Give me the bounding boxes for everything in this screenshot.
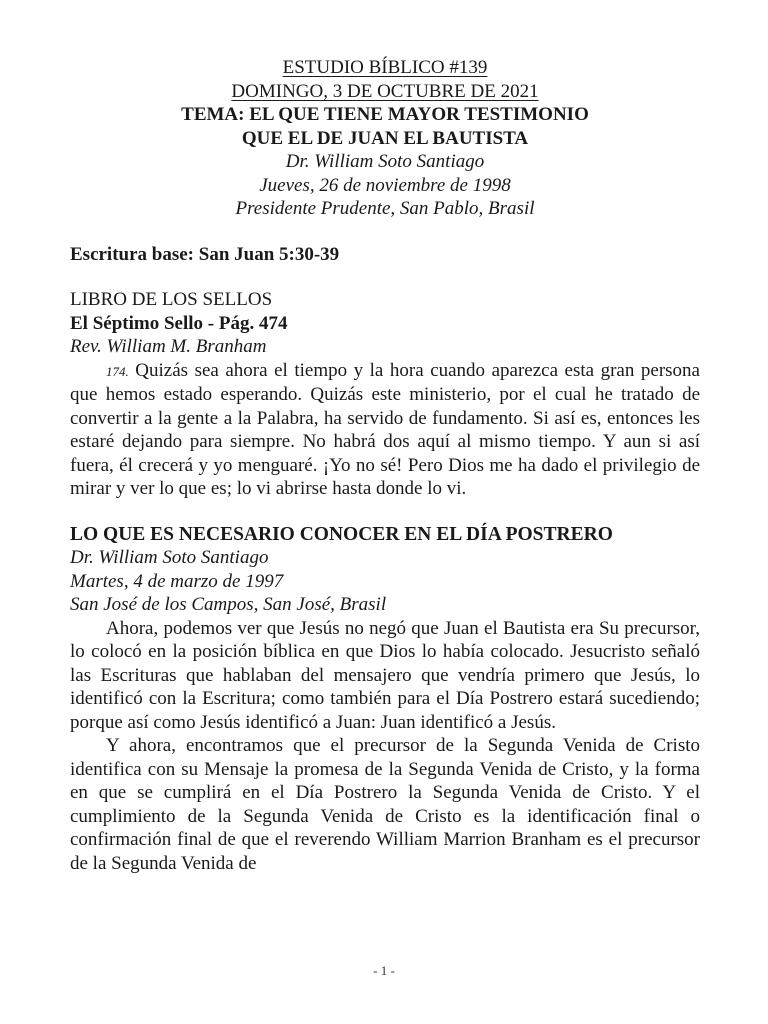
section-last-day-date: Martes, 4 de marzo de 1997 xyxy=(70,570,284,592)
page-number: - 1 - xyxy=(373,963,395,978)
theme-line-1: TEMA: EL QUE TIENE MAYOR TESTIMONIO xyxy=(181,104,589,125)
quote-paragraph xyxy=(70,359,700,501)
section-seals-title: LIBRO DE LOS SELLOS xyxy=(70,289,273,310)
theme-line-2: QUE EL DE JUAN EL BAUTISTA xyxy=(241,127,529,149)
study-date: DOMINGO, 3 DE OCTUBRE DE 2021 xyxy=(231,80,539,102)
document-page xyxy=(70,56,700,875)
section-last-day-location: San José de los Campos, San José, Brasil xyxy=(70,594,387,615)
section-seals xyxy=(70,288,700,501)
body-paragraph-1: Ahora, podemos ver que Jesús no negó que Juan el Bautista era Su precursor, lo colocó en la posición bíblica en que Dios lo había colocado. Jesucristo señaló las Escrituras que hablaban del mensajero que vendría primero que Jesús, lo identificó con la Escritura; como también para el Día Postrero estará sucediendo; porque así como Jesús identificó a Juan: Juan identificó a Jesús. xyxy=(70,617,700,733)
study-number: ESTUDIO BÍBLICO #139 xyxy=(282,57,488,78)
header-author: Dr. William Soto Santiago xyxy=(285,151,485,172)
title-block xyxy=(70,56,700,221)
section-last-day-title: LO QUE ES NECESARIO CONOCER EN EL DÍA POSTRERO xyxy=(70,523,613,545)
body-paragraph-2: Y ahora, encontramos que el precursor de la Segunda Venida de Cristo identifica con su Mensaje la promesa de la Segunda Venida de Cristo, y la forma en que se cumplirá en el Día Postrero la Segunda Venida de Cristo. Y el cumplimiento de la Segunda Venida de Cristo es la identificación final o confirmación final de que el reverendo William Marrion Branham es el precursor de la Segunda Venida de xyxy=(70,735,700,874)
section-last-day-author: Dr. William Soto Santiago xyxy=(70,547,269,568)
section-last-day xyxy=(70,523,700,876)
section-seals-subtitle: El Séptimo Sello - Pág. 474 xyxy=(70,312,288,334)
quote-text: Quizás sea ahora el tiempo y la hora cuando aparezca esta gran persona que hemos estado esperando. Quizás este ministerio, por el cual he tratado de convertir a la gente a la Palabra, ha servido de fundamento. Si así es, entonces les estaré dejando para siempre. No habrá dos aquí al mismo tiempo. Y aun si así fuera, él crecerá y yo menguaré. ¡Yo no sé! Pero Dios me ha dado el privilegio de mirar y ver lo que es; lo vi abrirse hasta donde lo vi. xyxy=(70,359,700,499)
base-scripture: Escritura base: San Juan 5:30-39 xyxy=(70,243,340,265)
header-location: Presidente Prudente, San Pablo, Brasil xyxy=(235,198,535,219)
header-date: Jueves, 26 de noviembre de 1998 xyxy=(259,174,511,196)
verse-number: 174. xyxy=(106,363,129,379)
section-seals-author: Rev. William M. Branham xyxy=(70,336,267,357)
